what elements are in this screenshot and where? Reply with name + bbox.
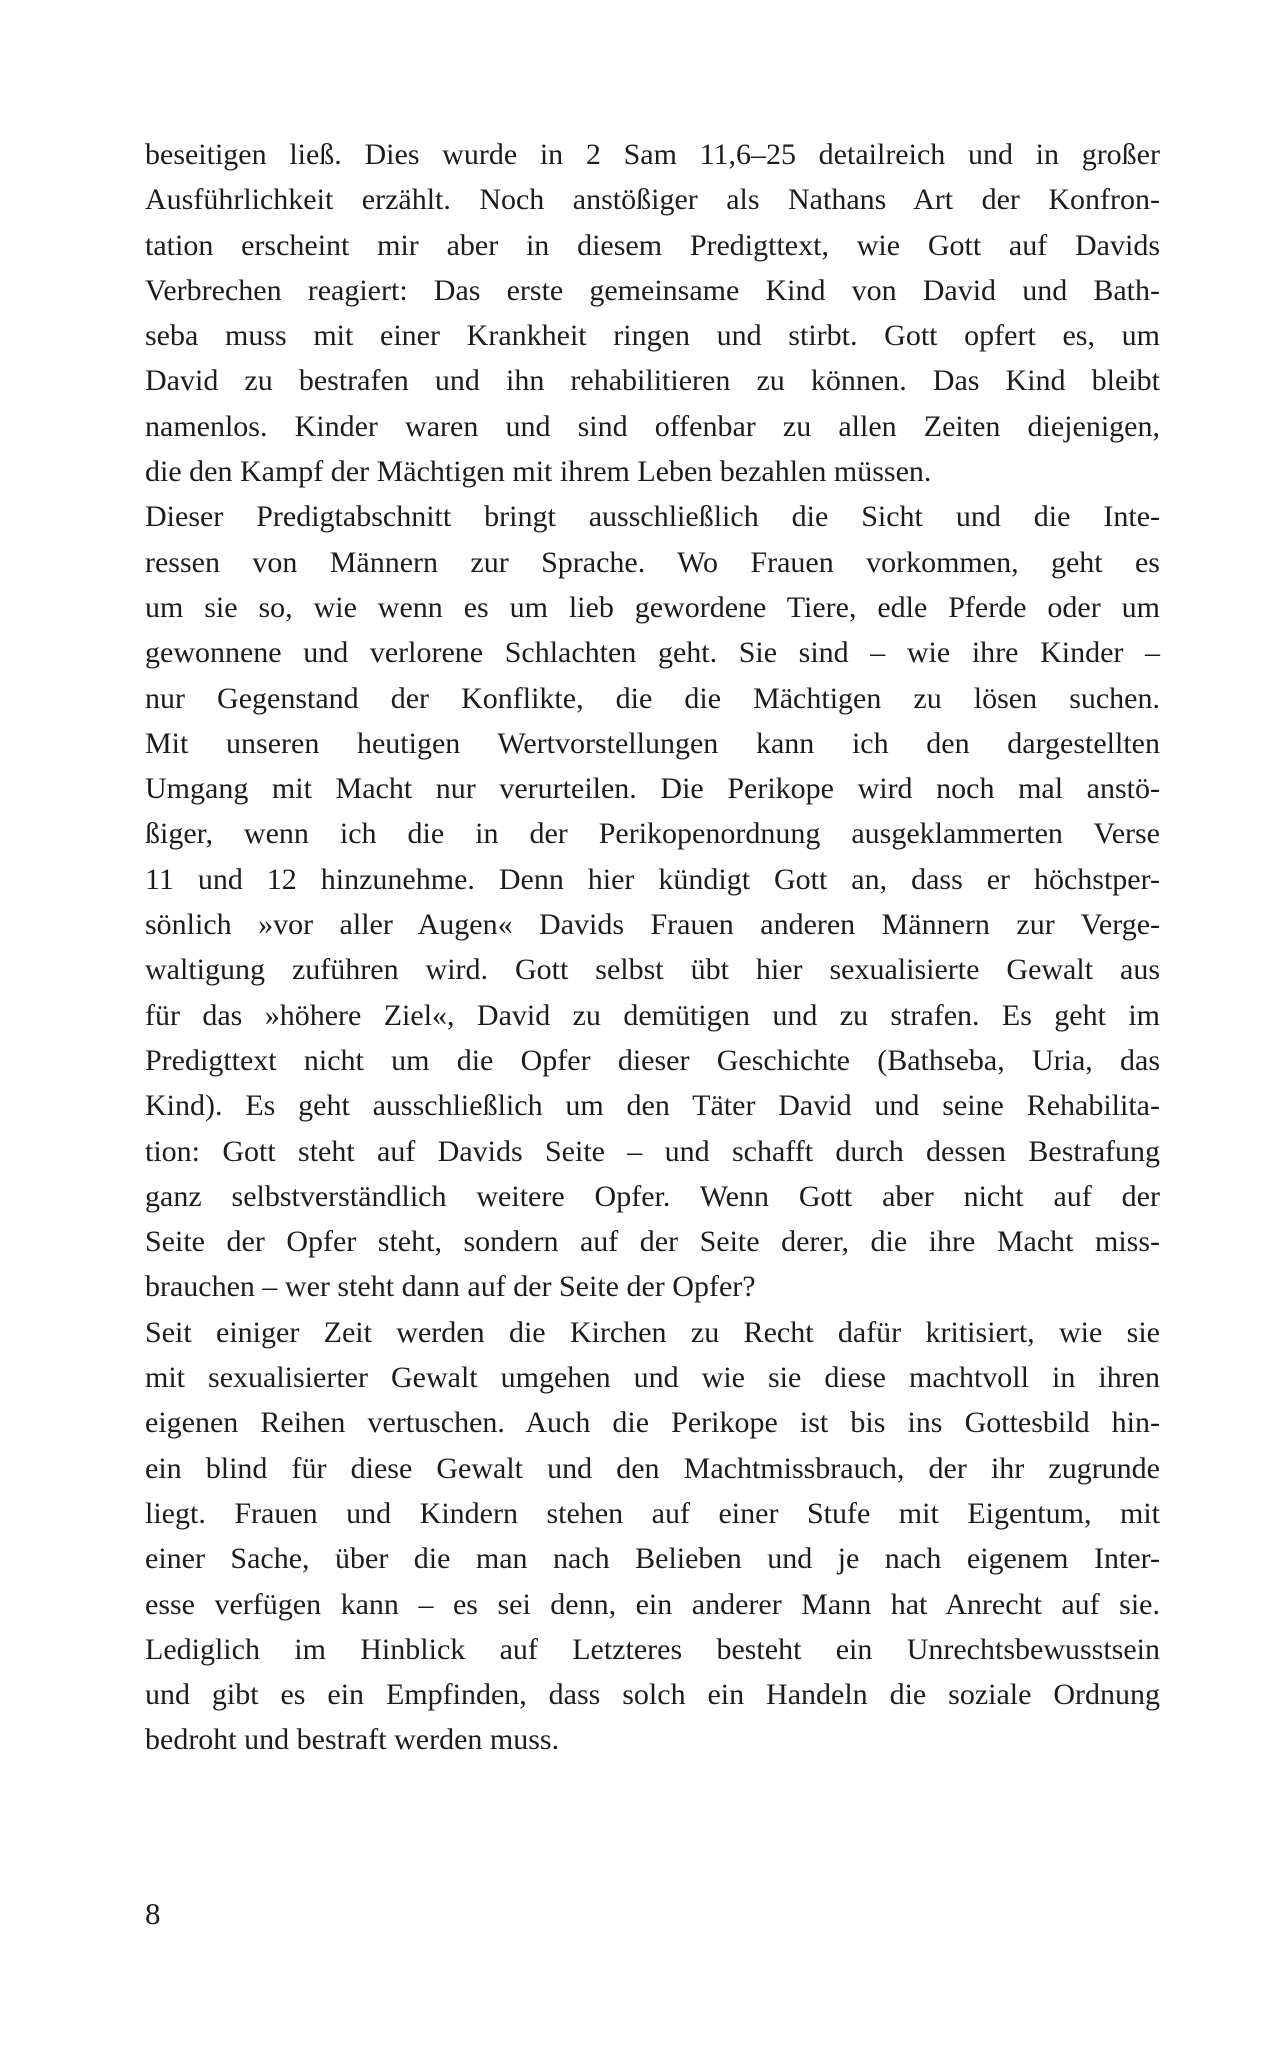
text-line: waltigung zuführen wird. Gott selbst übt hier sexualisierte Gewalt aus — [145, 953, 1160, 987]
text-line: für das »höhere Ziel«, David zu demütigen und zu strafen. Es geht im — [145, 998, 1160, 1032]
text-line: bedroht und bestraft werden muss. — [145, 1723, 560, 1757]
text-line: Seit einiger Zeit werden die Kirchen zu Recht dafür kritisiert, wie sie — [145, 1315, 1160, 1349]
text-line: Lediglich im Hinblick auf Letzteres besteht ein Unrechtsbewusstsein — [145, 1632, 1160, 1666]
text-block — [145, 132, 1160, 1763]
text-line: ein blind für diese Gewalt und den Machtmissbrauch, der ihr zugrunde — [145, 1451, 1160, 1485]
text-line: ßiger, wenn ich die in der Perikopenordnung ausgeklammerten Verse — [145, 817, 1160, 851]
text-line: eigenen Reihen vertuschen. Auch die Perikope ist bis ins Gottesbild hin- — [145, 1406, 1160, 1440]
page-number: 8 — [145, 1896, 161, 1931]
text-line: liegt. Frauen und Kindern stehen auf einer Stufe mit Eigentum, mit — [145, 1496, 1160, 1530]
text-line: mit sexualisierter Gewalt umgehen und wie sie diese machtvoll in ihren — [145, 1361, 1160, 1395]
text-line: nur Gegenstand der Konflikte, die die Mächtigen zu lösen suchen. — [145, 681, 1160, 715]
text-line: ressen von Männern zur Sprache. Wo Frauen vorkommen, geht es — [145, 545, 1160, 579]
text-line: tion: Gott steht auf Davids Seite – und schafft durch dessen Bestrafung — [145, 1134, 1160, 1168]
text-line: beseitigen ließ. Dies wurde in 2 Sam 11,6–25 detailreich und in großer — [145, 138, 1160, 171]
text-line: gewonnene und verlorene Schlachten geht. Sie sind – wie ihre Kinder – — [145, 636, 1160, 670]
text-line: 11 und 12 hinzunehme. Denn hier kündigt Gott an, dass er höchstper- — [145, 862, 1160, 896]
text-line: namenlos. Kinder waren und sind offenbar zu allen Zeiten diejenigen, — [145, 409, 1160, 443]
text-line: um sie so, wie wenn es um lieb gewordene Tiere, edle Pferde oder um — [145, 590, 1160, 624]
text-line: brauchen – wer steht dann auf der Seite der Opfer? — [145, 1270, 756, 1304]
text-line: Umgang mit Macht nur verurteilen. Die Perikope wird noch mal anstö- — [145, 772, 1160, 806]
text-line: David zu bestrafen und ihn rehabilitieren zu können. Das Kind bleibt — [145, 364, 1160, 398]
text-line: ganz selbstverständlich weitere Opfer. Wenn Gott aber nicht auf der — [145, 1179, 1160, 1213]
text-line: Predigttext nicht um die Opfer dieser Geschichte (Bathseba, Uria, das — [145, 1043, 1160, 1077]
text-line: die den Kampf der Mächtigen mit ihrem Leben bezahlen müssen. — [145, 455, 932, 489]
text-line: Mit unseren heutigen Wertvorstellungen kann ich den dargestellten — [145, 726, 1160, 760]
text-line: Ausführlichkeit erzählt. Noch anstößiger als Nathans Art der Konfron- — [145, 183, 1160, 217]
text-line: Seite der Opfer steht, sondern auf der Seite derer, die ihre Macht miss- — [145, 1225, 1160, 1259]
text-line: Verbrechen reagiert: Das erste gemeinsame Kind von David und Bath- — [145, 273, 1160, 307]
text-line: einer Sache, über die man nach Belieben und je nach eigenem Inter- — [145, 1542, 1160, 1576]
text-line: esse verfügen kann – es sei denn, ein anderer Mann hat Anrecht auf sie. — [145, 1587, 1160, 1621]
text-line: Kind). Es geht ausschließlich um den Täter David und seine Rehabilita- — [145, 1089, 1160, 1123]
text-line: Dieser Predigtabschnitt bringt ausschließlich die Sicht und die Inte- — [145, 500, 1160, 534]
text-line: seba muss mit einer Krankheit ringen und stirbt. Gott opfert es, um — [145, 319, 1160, 353]
text-line: sönlich »vor aller Augen« Davids Frauen anderen Männern zur Verge- — [145, 908, 1160, 942]
text-line: tation erscheint mir aber in diesem Predigttext, wie Gott auf Davids — [145, 228, 1160, 262]
text-line: und gibt es ein Empfinden, dass solch ein Handeln die soziale Ordnung — [145, 1678, 1160, 1712]
